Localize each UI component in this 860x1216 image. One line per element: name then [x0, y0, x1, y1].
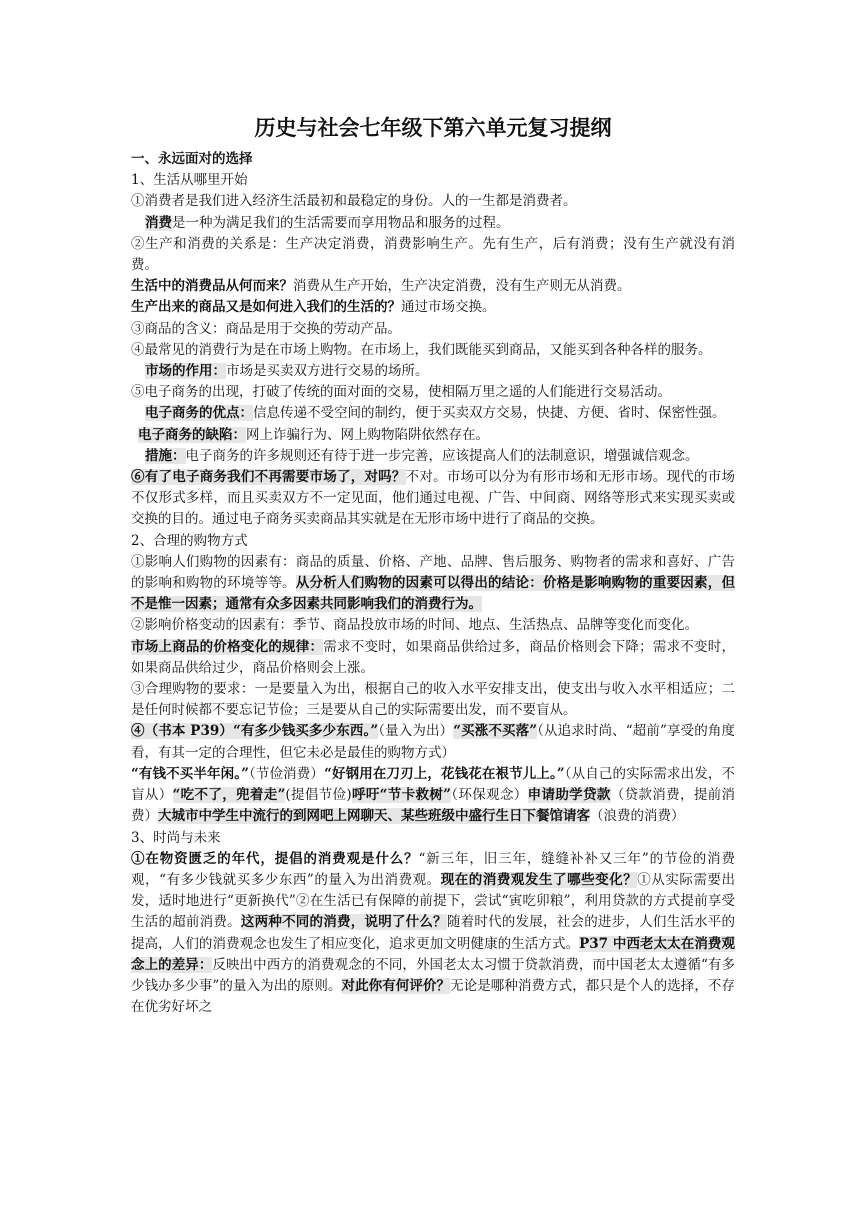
question-highlight: 这两种不同的消费，说明了什么？ [240, 914, 447, 931]
paragraph: ②生产和消费的关系是：生产决定消费，消费影响生产。先有生产，后有消费；没有生产就没有消费。 [131, 235, 735, 274]
term-highlight: 电子商务的优点： [145, 405, 253, 422]
paragraph-text: 网上诈骗行为、网上购物陷阱依然存在。 [246, 426, 489, 443]
book-reference: ④（书本 P39） [131, 723, 233, 740]
paragraph: ⑤电子商务的出现，打破了传统的面对面的交易，使相隔万里之遥的人们能进行交易活动。 [131, 384, 671, 401]
document-body [131, 149, 735, 1018]
paragraph [131, 425, 735, 446]
quote-text: “好钢用在刀刃上，花钱花在裉节儿上。” [324, 765, 565, 782]
paragraph: ③商品的含义：商品是用于交换的劳动产品。 [131, 320, 401, 337]
paragraph-text: 无论是哪种消费方式，都只是个人的选择，不存在优劣好坏之 [131, 977, 735, 1016]
paragraph-text: 需求不变时，如果商品供给过多，商品价格则会下降；需求不变时，如果商品供给过少，商品价格则会上涨。 [131, 638, 736, 676]
term-highlight: 市场的作用： [145, 363, 226, 380]
term-highlight: 消费 [145, 214, 172, 231]
quote-highlight: 大城市中学生中流行的到网吧上网聊天、某些班级中盛行生日下餐馆请客 [158, 808, 590, 825]
note-text: （浪费的消费） [590, 808, 685, 825]
question-text: ①在物资匮乏的年代，提倡的消费观是什么？ [131, 850, 419, 867]
question-highlight: P37 中西老太太在消费观念上的差异： [131, 935, 735, 973]
paragraph [131, 276, 735, 297]
conclusion-highlight: 从分析人们购物的因素可以得出的结论：价格是影响购物的重要因素，但不是惟一因素；通常有众多因素共同影响我们的消费行为。 [131, 575, 736, 613]
subsection-heading: 2、合理的购物方式 [131, 532, 248, 549]
paragraph [131, 213, 735, 234]
paragraph-text: 反映出中西方的消费观念的不同，外国老太太习惯于贷款消费，而中国老太太遵循“有多少钱办多少事”的量入为出的原则。 [131, 956, 735, 994]
term-highlight: 市场上商品的价格变化的规律： [131, 638, 324, 655]
note-text: （环保观念） [450, 787, 528, 804]
paragraph [131, 446, 735, 467]
subsection-heading: 1、生活从哪里开始 [131, 172, 248, 189]
term-highlight: 电子商务的缺陷： [138, 426, 246, 443]
quote-highlight: “吃不了，兜着走” [172, 787, 286, 804]
subsection-heading: 3、时尚与未来 [131, 829, 221, 846]
quote-highlight: 申请助学贷款 [527, 787, 611, 804]
paragraph-text: ①影响人们购物的因素有：商品的质量、价格、产地、品牌、售后服务、购物者的需求和喜好、广告的影响和购物的环境等等。 [131, 553, 735, 592]
paragraph-text: 消费从生产开始，生产决定消费，没有生产则无从消费。 [293, 278, 631, 295]
paragraph-text: 通过市场交换。 [401, 299, 496, 316]
paragraph-text: “新三年，旧三年，缝缝补补又三年”的节俭的消费观，“有多少钱就买多少东西”的量入为出消费观。 [131, 850, 736, 888]
note-text: （贷款消费，提前消费） [131, 787, 736, 825]
quote-text: “有钱不买半年闲。” [131, 765, 249, 782]
note-text: （从自己的实际需求出发，不盲从） [131, 765, 736, 804]
paragraph: ①消费者是我们进入经济生活最初和最稳定的身份。人的一生都是消费者。 [131, 193, 577, 210]
paragraph: ②影响价格变动的因素有：季节、商品投放市场的时间、地点、生活热点、品牌等变化而变化。 [131, 617, 698, 634]
paragraph [131, 764, 735, 828]
paragraph-text: 不对。市场可以分为有形市场和无形市场。现代的市场不仅形式多样，而且买卖双方不一定见面，他们通过电视、广告、中间商、网络等形式来实现买卖或交换的目的。通过电子商务买卖商品其实就是在无形市场中进行了商品的交换。 [131, 469, 736, 528]
paragraph [131, 403, 735, 424]
paragraph: ④最常见的消费行为是在市场上购物。在市场上，我们既能买到商品，又能买到各种各样的服务。 [131, 341, 712, 358]
question-text: 生产出来的商品又是如何进入我们的生活的？ [131, 299, 401, 316]
paragraph [131, 552, 735, 616]
paragraph [131, 849, 735, 1019]
note-text: （从追求时尚、“超前”享受的角度看，有其一定的合理性，但它未必是最佳的购物方式） [131, 723, 736, 761]
paragraph-text: 是一种为满足我们的生活需要而享用物品和服务的过程。 [172, 214, 510, 231]
paragraph [131, 297, 735, 318]
question-highlight: 对此你有何评价？ [341, 977, 451, 994]
note-text: (提倡节俭) [285, 787, 352, 804]
quote-highlight: 呼吁“节卡救树” [351, 787, 451, 804]
quote-highlight: “买涨不买落” [453, 723, 537, 740]
term-highlight: 措施： [145, 447, 186, 464]
paragraph-text: 随着时代的发展，社会的进步，人们生活水平的提高，人们的消费观念也发生了相应变化，追求更加文明健康的生活方式。 [131, 914, 736, 952]
note-text: （量入为出） [378, 723, 454, 740]
paragraph: ③合理购物的要求：一是要量入为出，根据自己的收入水平安排支出，使支出与收入水平相适应；二是任何时候都不要忘记节俭；三是要从自己的实际需要出发，而不要盲从。 [131, 681, 735, 719]
note-text: （节俭消费） [248, 765, 325, 782]
paragraph [131, 361, 735, 382]
question-highlight: ⑥有了电子商务我们不再需要市场了，对吗？ [131, 469, 406, 486]
paragraph-text: ①从实际需要出发，适时地进行“更新换代”②在生活已有保障的前提下，尝试“寅吃卯粮”，利用贷款的方式提前享受生活的超前消费。 [131, 871, 736, 931]
paragraph-text: 信息传递不受空间的制约，便于买卖双方交易，快捷、方便、省时、保密性强。 [253, 405, 726, 422]
section-heading: 一、永远面对的选择 [131, 151, 253, 167]
paragraph [131, 467, 735, 531]
quote-highlight: “有多少钱买多少东西。” [233, 723, 379, 740]
document-title: 历史与社会七年级下第六单元复习提纲 [254, 115, 612, 140]
paragraph [131, 721, 735, 763]
paragraph-text: 电子商务的许多规则还有待于进一步完善，应该提高人们的法制意识，增强诚信观念。 [185, 447, 699, 464]
question-text: 生活中的消费品从何而来？ [131, 278, 293, 295]
question-highlight: 现在的消费观发生了哪些变化？ [440, 871, 638, 888]
paragraph-text: 市场是买卖双方进行交易的场所。 [226, 363, 429, 380]
paragraph [131, 637, 735, 679]
